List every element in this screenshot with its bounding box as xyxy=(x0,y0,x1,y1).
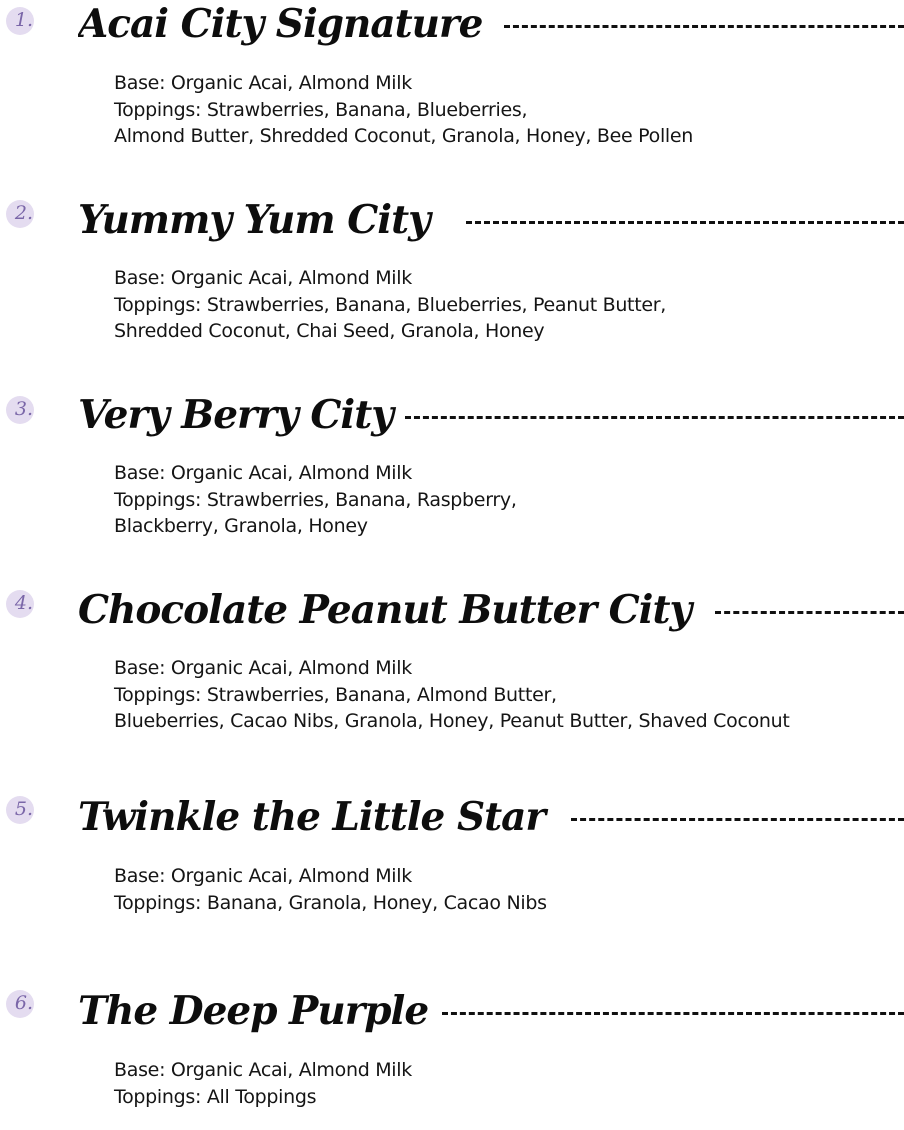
toppings-line: Toppings: Banana, Granola, Honey, Cacao Nibs xyxy=(114,891,547,914)
dashed-leader-line xyxy=(504,25,904,28)
toppings-line: Toppings: Strawberries, Banana, Almond Butter, xyxy=(114,683,557,706)
item-number: 2. xyxy=(14,202,34,224)
toppings-line: Toppings: All Toppings xyxy=(114,1085,317,1108)
dashed-leader-line xyxy=(466,221,904,224)
base-line: Base: Organic Acai, Almond Milk xyxy=(114,267,412,289)
toppings-line-continued: Almond Butter, Shredded Coconut, Granola, Honey, Bee Pollen xyxy=(114,125,694,147)
item-title: Chocolate Peanut Butter City xyxy=(78,587,692,633)
dashed-leader-line xyxy=(715,611,904,614)
item-description xyxy=(114,265,666,345)
base-line: Base: Organic Acai, Almond Milk xyxy=(114,1059,412,1081)
item-description xyxy=(114,460,517,540)
base-line: Base: Organic Acai, Almond Milk xyxy=(114,657,412,679)
item-title: Yummy Yum City xyxy=(78,197,430,243)
item-number: 4. xyxy=(14,592,34,614)
item-title: Twinkle the Little Star xyxy=(78,794,545,840)
item-title: Acai City Signature xyxy=(78,1,483,47)
toppings-line-continued: Blackberry, Granola, Honey xyxy=(114,515,368,537)
base-line: Base: Organic Acai, Almond Milk xyxy=(114,865,412,887)
item-description xyxy=(114,70,693,150)
item-number: 3. xyxy=(14,398,34,420)
toppings-line: Toppings: Strawberries, Banana, Blueberries, Peanut Butter, xyxy=(114,293,666,316)
item-description xyxy=(114,1057,412,1110)
toppings-line-continued: Blueberries, Cacao Nibs, Granola, Honey, Peanut Butter, Shaved Coconut xyxy=(114,710,790,732)
item-title: Very Berry City xyxy=(78,392,393,438)
base-line: Base: Organic Acai, Almond Milk xyxy=(114,462,412,484)
item-number: 5. xyxy=(14,798,34,820)
item-number: 6. xyxy=(14,992,34,1014)
toppings-line: Toppings: Strawberries, Banana, Blueberries, xyxy=(114,98,528,121)
toppings-line: Toppings: Strawberries, Banana, Raspberry, xyxy=(114,488,517,511)
item-number: 1. xyxy=(14,9,34,31)
dashed-leader-line xyxy=(405,416,904,419)
item-description xyxy=(114,863,547,916)
item-title: The Deep Purple xyxy=(78,988,429,1034)
base-line: Base: Organic Acai, Almond Milk xyxy=(114,72,412,94)
item-description xyxy=(114,655,790,735)
toppings-line-continued: Shredded Coconut, Chai Seed, Granola, Honey xyxy=(114,320,545,342)
dashed-leader-line xyxy=(442,1012,904,1015)
dashed-leader-line xyxy=(571,818,904,821)
